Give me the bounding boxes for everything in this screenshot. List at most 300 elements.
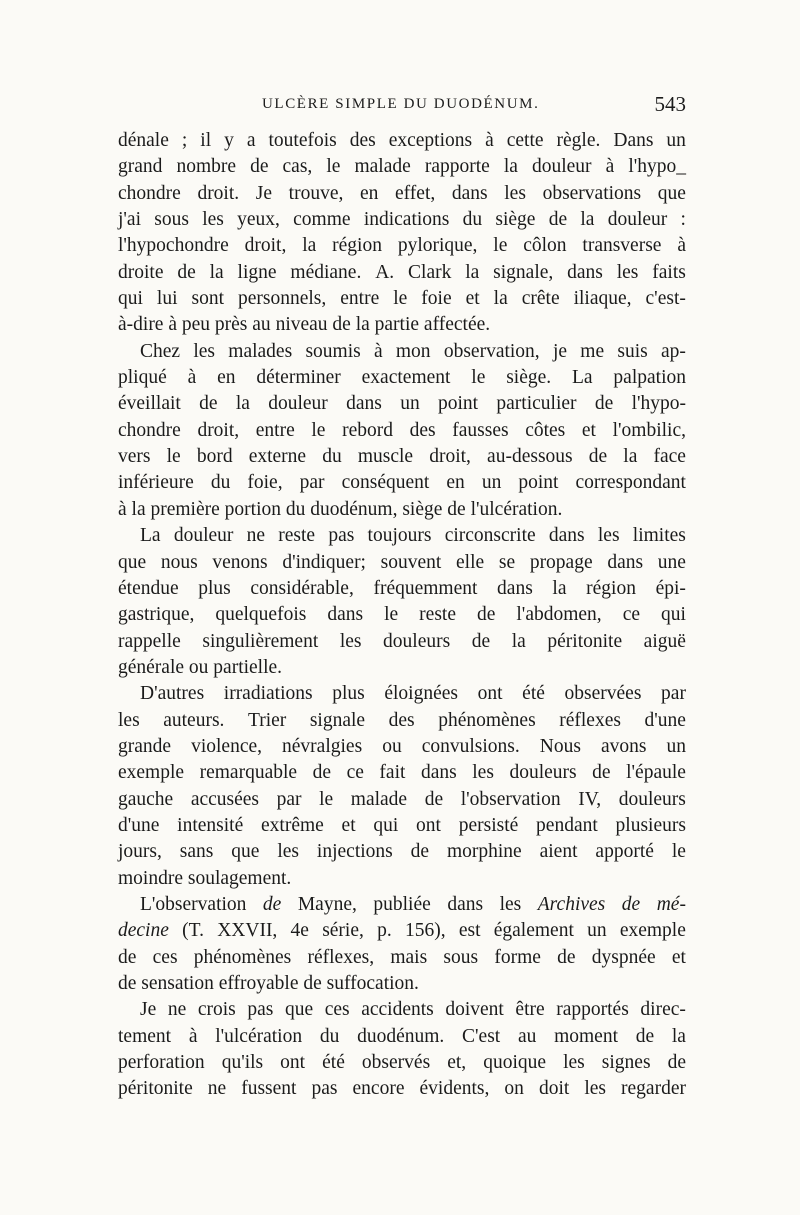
word: La — [140, 525, 161, 547]
word: observations — [542, 182, 642, 204]
word: sous — [443, 946, 479, 968]
word: à — [118, 498, 127, 520]
word: soumis — [305, 340, 361, 362]
word: violence, — [191, 735, 263, 757]
word: considérable, — [250, 577, 354, 599]
word: correspondant — [575, 472, 686, 494]
word: accusées — [190, 788, 260, 810]
word: phénomènes — [193, 946, 292, 968]
word: je — [552, 340, 568, 362]
text-line — [118, 233, 686, 259]
word: de — [199, 393, 218, 415]
text-line — [118, 813, 686, 839]
word: droite — [118, 261, 164, 283]
text-line — [118, 312, 686, 338]
text-line — [118, 365, 686, 391]
word: péritonite — [118, 1078, 193, 1100]
word: sans — [179, 841, 214, 863]
word: les — [118, 709, 140, 731]
word: en — [446, 472, 465, 494]
word: fausses — [452, 419, 509, 441]
word: me — [580, 340, 605, 362]
word: un — [666, 130, 686, 151]
text-line — [118, 1076, 686, 1102]
word: les — [616, 261, 639, 283]
word: ne — [207, 1078, 227, 1100]
word: dyspnée — [591, 946, 656, 968]
word: ont — [280, 1052, 306, 1074]
word: dans — [497, 577, 533, 599]
word: j'ai — [118, 209, 142, 231]
word: de — [548, 209, 568, 231]
word: l'ulcération — [215, 1025, 303, 1047]
word: avons — [600, 735, 647, 757]
word: propage — [529, 551, 593, 573]
word: d'indiquer; — [282, 551, 366, 573]
word: le — [326, 156, 341, 178]
text-line — [118, 154, 686, 180]
word: à — [188, 1025, 198, 1047]
word: effet, — [395, 182, 436, 204]
text-line — [118, 918, 686, 944]
word: ce — [622, 604, 640, 626]
word: les — [597, 525, 620, 547]
word: mon — [395, 340, 431, 362]
word: plus — [332, 683, 365, 705]
text-line — [118, 787, 686, 813]
word: ; — [181, 130, 188, 151]
word: générale — [118, 656, 185, 678]
word: les — [193, 340, 216, 362]
word: ont — [416, 814, 441, 836]
word: ce — [346, 762, 364, 784]
text-line — [118, 945, 686, 971]
word: jours, — [118, 841, 162, 863]
word: dans — [327, 604, 364, 626]
text-line — [118, 892, 686, 918]
word: niveau — [275, 314, 328, 336]
word: quelquefois — [215, 604, 307, 626]
word: ne — [167, 999, 187, 1021]
word: de — [557, 946, 576, 968]
word: Nous — [539, 735, 581, 757]
word: y — [224, 130, 234, 151]
word: soulagement. — [187, 867, 292, 889]
word: sensation — [141, 973, 214, 994]
word: la — [131, 498, 146, 520]
text-line — [118, 971, 686, 997]
word: le — [393, 288, 408, 310]
word: A. — [375, 261, 395, 283]
word: trouve, — [288, 182, 344, 204]
word: rapporte — [424, 156, 490, 178]
word: de — [621, 893, 641, 915]
word: 4e — [290, 920, 309, 942]
text-line — [118, 181, 686, 207]
word: de — [471, 630, 491, 652]
word: foie, — [247, 472, 283, 494]
word: conséquent — [341, 472, 430, 494]
word: le — [493, 235, 508, 257]
word: a — [246, 130, 256, 151]
word: siège — [402, 498, 443, 520]
word: les — [472, 762, 494, 784]
word: la — [465, 261, 480, 283]
text-line — [118, 418, 686, 444]
word: cas, — [282, 156, 313, 178]
page-header — [118, 92, 686, 118]
word: fussent — [241, 1078, 297, 1100]
word: aiguë — [643, 630, 686, 652]
word: de — [118, 946, 137, 968]
word: un — [587, 920, 607, 942]
word: 156), — [404, 920, 446, 942]
word: une — [657, 551, 686, 573]
word: dans — [346, 393, 382, 415]
text-line — [118, 391, 686, 417]
word: remarquable — [199, 762, 298, 784]
word: particulier — [496, 393, 577, 415]
word: exactement — [361, 367, 451, 389]
word: gastrique, — [118, 604, 195, 626]
word: Je — [255, 182, 273, 204]
word: suffocation. — [326, 973, 419, 994]
text-line — [118, 681, 686, 707]
word: Dans — [613, 130, 654, 151]
word: douleur — [173, 525, 234, 547]
word: que — [118, 551, 147, 573]
word: crête — [521, 288, 560, 310]
word: publiée — [373, 893, 431, 915]
word: palpation — [613, 367, 686, 389]
word: et — [671, 946, 686, 968]
word: de — [424, 788, 444, 810]
word: des — [388, 709, 415, 731]
word: exemple — [118, 762, 185, 784]
word: pas — [311, 1078, 338, 1100]
word: mais — [390, 946, 428, 968]
word: partielle. — [213, 656, 283, 678]
word: au-dessous — [487, 446, 573, 468]
word: La — [572, 367, 593, 389]
text-line — [118, 1050, 686, 1076]
word: fait — [379, 762, 406, 784]
word: lui — [156, 288, 178, 310]
word: direc- — [640, 999, 686, 1021]
word: apporté — [595, 841, 654, 863]
word: plusieurs — [615, 814, 686, 836]
word: chondre — [118, 419, 181, 441]
word: un — [400, 393, 420, 415]
word: également — [493, 920, 574, 942]
text-line — [118, 497, 686, 523]
word: Mayne, — [297, 893, 357, 915]
word: siège. — [506, 367, 552, 389]
word: auteurs. — [163, 709, 225, 731]
word: encore — [352, 1078, 405, 1100]
word: fréquemment — [373, 577, 478, 599]
word: les — [504, 182, 526, 204]
word: de — [594, 393, 614, 415]
text-line — [118, 470, 686, 496]
word: morphine — [446, 841, 522, 863]
word: les — [499, 893, 522, 915]
word: le — [384, 604, 399, 626]
word: droit, — [429, 446, 471, 468]
word: à — [677, 235, 686, 257]
word: moindre — [118, 867, 183, 889]
word: pliqué — [118, 367, 167, 389]
word: exemple — [619, 920, 686, 942]
word: limites — [632, 525, 686, 547]
word: qui — [373, 814, 399, 836]
word: suis — [617, 340, 648, 362]
word: qui — [118, 288, 143, 310]
text-line — [118, 839, 686, 865]
word: moment — [554, 1025, 618, 1047]
word: douleurs — [509, 762, 577, 784]
word: éloignées — [384, 683, 458, 705]
word: règle. — [556, 130, 601, 151]
word: observés — [361, 1052, 431, 1074]
word: comme — [293, 209, 351, 231]
word: il — [200, 130, 212, 151]
word: point — [438, 393, 479, 415]
word: la — [235, 393, 250, 415]
word: à — [605, 156, 615, 178]
word: chondre — [118, 182, 181, 204]
word: face — [653, 446, 686, 468]
word: duodénum, — [310, 498, 398, 520]
word: est — [458, 920, 481, 942]
word: et — [581, 419, 596, 441]
word: se — [498, 551, 516, 573]
word: de — [250, 156, 269, 178]
word: de — [447, 498, 466, 520]
word: le — [319, 788, 334, 810]
text-line — [118, 286, 686, 312]
word: rebord — [342, 419, 393, 441]
word: gauche — [118, 788, 174, 810]
word: l'ombilic, — [612, 419, 686, 441]
word: du — [319, 1025, 340, 1047]
word: mé- — [656, 893, 686, 915]
word: du — [462, 209, 483, 231]
word: de — [410, 841, 430, 863]
word: toutefois — [268, 130, 337, 151]
word: : — [680, 209, 686, 231]
word: droit, — [197, 419, 240, 441]
word: signale, — [493, 261, 554, 283]
word: circonscrite — [444, 525, 536, 547]
word: les — [584, 1078, 606, 1100]
word: à-dire — [118, 314, 164, 336]
word: région — [332, 235, 382, 257]
word: par — [299, 472, 325, 494]
word: près — [214, 314, 248, 336]
word: malade — [354, 156, 411, 178]
word: à — [485, 130, 494, 151]
word: ne — [246, 525, 266, 547]
word: pas — [328, 525, 355, 547]
word: entre — [255, 419, 295, 441]
word: douleurs — [383, 630, 451, 652]
word: reste — [278, 525, 316, 547]
text-line — [118, 629, 686, 655]
word: nous — [160, 551, 198, 573]
word: exceptions — [388, 130, 473, 151]
word: ces — [324, 999, 350, 1021]
word: rappelle — [118, 630, 181, 652]
word: ap- — [661, 340, 686, 362]
word: regarder — [621, 1078, 686, 1100]
word: ou — [188, 656, 209, 678]
word: de — [635, 1025, 655, 1047]
word: à — [373, 340, 383, 362]
word: que — [284, 999, 314, 1021]
word: forme — [494, 946, 541, 968]
word: Trier — [247, 709, 287, 731]
word: injections — [316, 841, 393, 863]
word: péritonite — [547, 630, 623, 652]
word: de — [177, 261, 196, 283]
word: de — [667, 1052, 686, 1074]
word: faits — [652, 261, 686, 283]
word: duodénum. — [357, 1025, 445, 1047]
text-line — [118, 576, 686, 602]
word: été — [522, 683, 545, 705]
word: évidents, — [419, 1078, 490, 1100]
word: de — [262, 893, 282, 915]
word: droit, — [244, 235, 287, 257]
word: à — [187, 367, 197, 389]
word: accidents — [361, 999, 434, 1021]
body-text — [118, 128, 686, 1103]
word: et — [465, 288, 480, 310]
word: des — [349, 130, 376, 151]
word: Clark — [408, 261, 452, 283]
word: de — [588, 446, 608, 468]
word: par — [661, 683, 686, 705]
text-line — [118, 260, 686, 286]
word: siège — [495, 209, 536, 231]
word: dans — [451, 182, 488, 204]
text-line — [118, 760, 686, 786]
word: un — [666, 735, 686, 757]
word: les — [563, 1052, 585, 1074]
word: la — [511, 630, 526, 652]
word: la — [671, 1025, 686, 1047]
word: par — [276, 788, 302, 810]
word: été — [322, 1052, 345, 1074]
word: observation, — [443, 340, 540, 362]
word: dénale — [118, 130, 169, 151]
word: D'autres — [140, 683, 205, 705]
word: au — [517, 1025, 537, 1047]
word: nombre — [176, 156, 237, 178]
word: entre — [340, 288, 380, 310]
word: sous — [154, 209, 189, 231]
word: névralgies — [282, 735, 363, 757]
word: perforation — [118, 1052, 205, 1074]
word: un — [481, 472, 502, 494]
word: effroyable — [218, 973, 299, 994]
word: dans — [548, 525, 585, 547]
word: les — [339, 630, 362, 652]
word: l'épaule — [626, 762, 686, 784]
page-number: 543 — [654, 92, 686, 116]
text-line — [118, 655, 686, 681]
word: l'observation — [460, 788, 561, 810]
word: Chez — [140, 340, 181, 362]
text-line — [118, 1024, 686, 1050]
word: IV, — [578, 788, 602, 810]
word: C'est — [462, 1025, 501, 1047]
word: douleur — [607, 209, 668, 231]
word: des — [409, 419, 436, 441]
word: et — [341, 814, 356, 836]
word: la — [623, 446, 638, 468]
text-line — [118, 602, 686, 628]
word: de — [118, 973, 137, 994]
word: à — [168, 314, 177, 336]
word: dans — [420, 762, 457, 784]
word: le — [311, 419, 326, 441]
text-line — [118, 444, 686, 470]
word: phénomènes — [438, 709, 536, 731]
word: douleur — [531, 156, 592, 178]
word: ont — [477, 683, 503, 705]
word: partie — [374, 314, 420, 336]
word: de — [312, 762, 332, 784]
word: quoique — [483, 1052, 547, 1074]
word: foie — [421, 288, 452, 310]
word: du — [322, 446, 342, 468]
word: bord — [196, 446, 233, 468]
running-title: ULCÈRE SIMPLE DU DUODÉNUM. — [262, 96, 540, 112]
word: ligne — [237, 261, 277, 283]
word: être — [515, 999, 545, 1021]
word: transverse — [582, 235, 662, 257]
word: malade — [350, 788, 408, 810]
word: venons — [212, 551, 268, 573]
word: de — [476, 604, 496, 626]
word: L'observation — [140, 893, 247, 915]
word: convulsions. — [421, 735, 520, 757]
word: singulièrement — [202, 630, 319, 652]
word: en — [217, 367, 236, 389]
word: pas — [247, 999, 274, 1021]
word: toujours — [367, 525, 432, 547]
word: au — [252, 314, 271, 336]
word: Archives — [537, 893, 606, 915]
text-line — [118, 128, 686, 154]
text-line — [118, 997, 686, 1023]
word: que — [231, 841, 260, 863]
word: la — [503, 156, 518, 178]
word: du — [210, 472, 231, 494]
word: extrême — [261, 814, 324, 836]
word: la — [302, 235, 317, 257]
word: p. — [377, 920, 392, 942]
word: malades — [228, 340, 293, 362]
word: point — [518, 472, 559, 494]
word: les — [277, 841, 300, 863]
word: grande — [118, 735, 172, 757]
word: d'une — [118, 814, 160, 836]
word: médiane. — [290, 261, 362, 283]
word: réflexes, — [307, 946, 375, 968]
